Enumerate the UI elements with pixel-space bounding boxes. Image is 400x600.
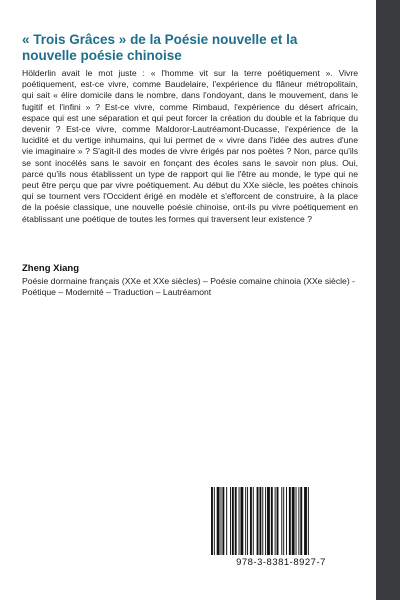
barcode-bar (211, 487, 213, 555)
barcode-bar (265, 487, 266, 555)
barcode-bar (247, 487, 248, 555)
barcode-bar (239, 487, 240, 555)
barcode-area (205, 485, 357, 571)
keywords-text: Poésie dorrnaine français (XXe et XXe siècles) – Poésie comaine chinoia (XXe siècle) - Poétique – Modernité – Traduction – Lautréamont (22, 276, 355, 297)
barcode-bar (259, 487, 261, 555)
barcode-bar (250, 487, 252, 555)
author-name: Zheng Xiang (22, 263, 79, 274)
barcode-bar (286, 487, 287, 555)
barcode-bar (304, 487, 307, 555)
barcode-bar (275, 487, 276, 555)
barcode-bar (253, 487, 254, 555)
barcode-bar (296, 487, 297, 555)
barcode-bar (240, 487, 243, 555)
spine-band (376, 0, 400, 600)
barcode-bar (226, 487, 227, 555)
barcode-bar (300, 487, 302, 555)
barcode (209, 487, 353, 555)
barcode-bar (283, 487, 284, 555)
barcode-bar (245, 487, 246, 555)
book-title: « Trois Grâces » de la Poésie nouvelle et la nouvelle poésie chinoise (22, 32, 298, 63)
barcode-bar (257, 487, 259, 555)
barcode-bar (292, 487, 295, 555)
isbn-number: 978-3-8381-8927-7 (236, 557, 326, 568)
barcode-bar (214, 487, 215, 555)
barcode-bar (298, 487, 299, 555)
barcode-bar (308, 487, 309, 555)
barcode-bar (221, 487, 222, 555)
barcode-bar (271, 487, 273, 555)
barcode-bar (267, 487, 270, 555)
barcode-bar (230, 487, 231, 555)
barcode-bar (262, 487, 263, 555)
barcode-bar (222, 487, 224, 555)
barcode-bar (277, 487, 279, 555)
barcode-bar (281, 487, 282, 555)
barcode-bar (232, 487, 234, 555)
barcode-bar (217, 487, 220, 555)
barcode-bar (235, 487, 237, 555)
blurb-text: Hölderlin avait le mot juste : « l'homme vit sur la terre poétiquement ». Vivre poétiquement, est-ce vivre, comme Baudelaire, l'expérience du flâneur métropolitain, qui sait « élire domicile dans le nombre, dans l'ondoyant, dans le mouvement, dans le fugitif et l'infini » ? Est-ce vivre, comme Rimbaud, l'expérience du désert africain, espace qui est une séparation et qui peut forcer la création du double et la fabrique du devenir ? Est-ce vivre, comme Maldoror-Lautréamont-Ducasse, l'expérience de la lucidité et du vertige inhumains, qui lui permet de « vivre dans l'idée des autres d'une vie imaginaire » ? S'agit-il des modes de vivre érigés par nos poètes ? Non, parce qu'ils se sont inocélés sans le savoir en fonçant des écoles sans le savoir non plus. Oui, parce qu'ils nous établissent un type de rapport qui lie l'être au monde, le type qui ne peut être perçu que par vivre poétiquement. Au début du XXe siècle, les poètes chinois qui se tournent vers l'Occident érigé en modèle et s'efforcent de construire, à la place de la poésie classique, une nouvelle poésie chinoise, ont-ils pu vivre poétiquement en établissant une poétique de toutes les formes qui traversent leur existence ? (22, 68, 358, 224)
barcode-bar (289, 487, 291, 555)
